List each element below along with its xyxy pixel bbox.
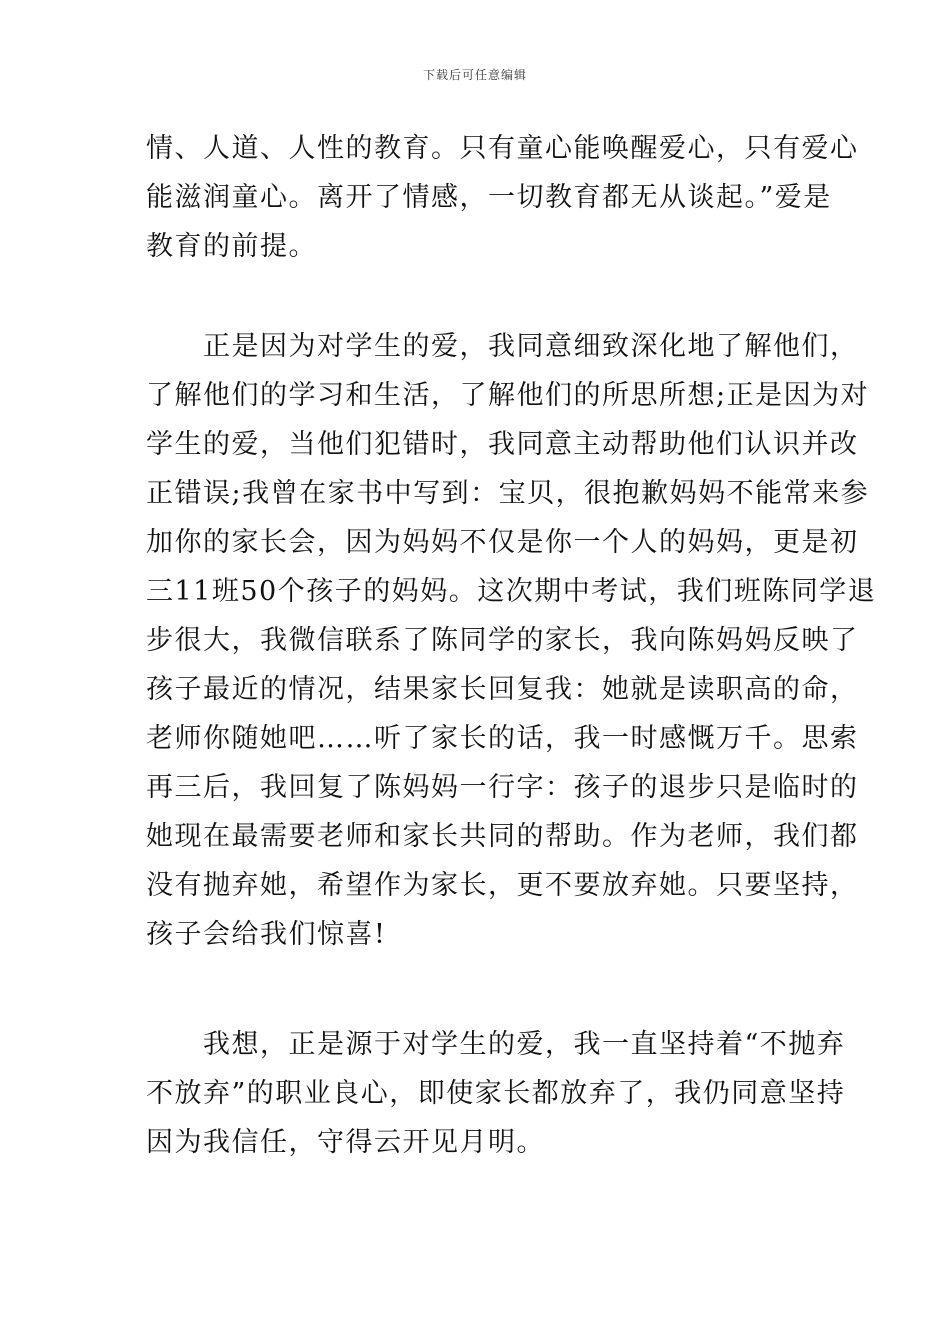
text-line: 没有抛弃她，希望作为家长，更不要放弃她。只要坚持， bbox=[146, 870, 859, 901]
text-line: 再三后，我回复了陈妈妈一行字：孩子的退步只是临时的 bbox=[146, 772, 859, 803]
paragraph-1 bbox=[146, 124, 859, 271]
text-line: 正错误;我曾在家书中写到：宝贝，很抱歉妈妈不能常来参 bbox=[146, 478, 870, 509]
text-line: 我想，正是源于对学生的爱，我一直坚持着“不抛弃 bbox=[146, 1029, 846, 1060]
text-line: 加你的家长会，因为妈妈不仅是你一个人的妈妈，更是初 bbox=[146, 527, 859, 558]
text-line: 了解他们的学习和生活，了解他们的所思所想;正是因为对 bbox=[146, 380, 870, 411]
paragraph-3 bbox=[146, 1020, 846, 1167]
text-line: 正是因为对学生的爱，我同意细致深化地了解他们， bbox=[146, 331, 859, 362]
text-line: 因为我信任，守得云开见月明。 bbox=[146, 1127, 545, 1158]
text-line: 老师你随她吧……听了家长的话，我一时感慨万千。思索 bbox=[146, 723, 859, 754]
paragraph-2 bbox=[146, 322, 877, 959]
text-line: 孩子会给我们惊喜! bbox=[146, 919, 387, 950]
text-line: 步很大，我微信联系了陈同学的家长，我向陈妈妈反映了 bbox=[146, 625, 859, 656]
header-note: 下载后可任意编辑 bbox=[422, 68, 527, 82]
text-line: 三11班50个孩子的妈妈。这次期中考试，我们班陈同学退 bbox=[146, 576, 877, 607]
text-line: 学生的爱，当他们犯错时，我同意主动帮助他们认识并改 bbox=[146, 429, 859, 460]
text-line: 她现在最需要老师和家长共同的帮助。作为老师，我们都 bbox=[146, 821, 859, 852]
text-line: 孩子最近的情况，结果家长回复我：她就是读职高的命， bbox=[146, 674, 859, 705]
text-line: 能滋润童心。离开了情感，一切教育都无从谈起。”爱是 bbox=[146, 182, 832, 213]
text-line: 不放弃”的职业良心，即使家长都放弃了，我仍同意坚持 bbox=[146, 1078, 846, 1109]
text-line: 情、人道、人性的教育。只有童心能唤醒爱心，只有爱心 bbox=[146, 133, 859, 164]
text-line: 教育的前提。 bbox=[146, 231, 317, 262]
